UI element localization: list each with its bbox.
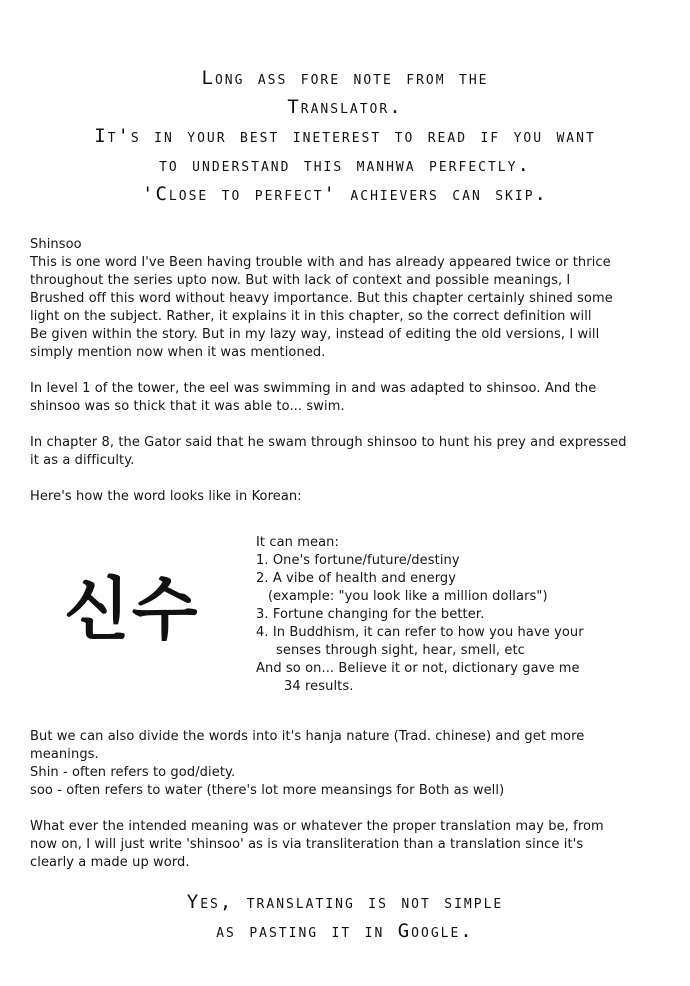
heading-line: 'Close to perfect' achievers can skip. [142, 183, 548, 205]
text-line: In chapter 8, the Gator said that he swam through shinsoo to hunt his prey and expressed [30, 435, 627, 450]
text-line: clearly a made up word. [30, 855, 190, 870]
text-line: simply mention now when it was mentioned. [30, 345, 326, 360]
meaning-continuation: senses through sight, hear, smell, etc [276, 643, 525, 658]
text-line: now on, I will just write 'shinsoo' as is via transliteration than a translation since it's [30, 837, 584, 852]
heading-line: to understand this manhwa perfectly. [159, 154, 531, 176]
bottom-heading [0, 888, 690, 946]
text-line: Brushed off this word without heavy importance. But this chapter certainly shined some [30, 291, 613, 306]
heading-line: Translator. [287, 96, 403, 118]
level1-paragraph [30, 380, 680, 416]
meaning-item: 2. A vibe of health and energy [256, 571, 457, 586]
text-line: Be given within the story. But in my lazy way, instead of editing the old versions, I will [30, 327, 600, 342]
text-line: In level 1 of the tower, the eel was swimming in and was adapted to shinsoo. And the [30, 381, 597, 396]
text-line: Here's how the word looks like in Korean: [30, 489, 302, 504]
intro-paragraph [30, 236, 680, 362]
text-line: soo - often refers to water (there's lot more meansings for Both as well) [30, 783, 505, 798]
korean-word: 신수 [64, 570, 200, 650]
top-heading [0, 64, 690, 209]
text-line: light on the subject. Rather, it explains it in this chapter, so the correct definition will [30, 309, 592, 324]
chapter8-paragraph [30, 434, 680, 470]
meaning-item: 3. Fortune changing for the better. [256, 607, 485, 622]
meaning-note: 34 results. [284, 679, 354, 694]
heading-line: as pasting it in Google. [216, 920, 474, 942]
hanja-paragraph [30, 728, 680, 800]
text-line: This is one word I've Been having trouble with and has already appeared twice or thrice [30, 255, 611, 270]
text-line: meanings. [30, 747, 99, 762]
text-line: shinsoo was so thick that it was able to... swim. [30, 399, 345, 414]
text-line: But we can also divide the words into it's hanja nature (Trad. chinese) and get more [30, 729, 585, 744]
korean-intro-paragraph [30, 488, 680, 506]
heading-line: Yes, translating is not simple [186, 891, 504, 913]
section-title: Shinsoo [30, 237, 82, 252]
heading-line: It's in your best ineterest to read if you want [94, 125, 596, 147]
text-line: throughout the series upto now. But with lack of context and possible meanings, I [30, 273, 571, 288]
heading-line: Long ass fore note from the [201, 67, 489, 89]
meaning-item: 4. In Buddhism, it can refer to how you have your [256, 625, 584, 640]
meanings-title: It can mean: [256, 535, 339, 550]
meaning-item: 1. One's fortune/future/destiny [256, 553, 460, 568]
text-line: Shin - often refers to god/diety. [30, 765, 236, 780]
meaning-note: And so on... Believe it or not, dictionary gave me [256, 661, 580, 676]
text-line: What ever the intended meaning was or whatever the proper translation may be, from [30, 819, 604, 834]
text-line: it as a difficulty. [30, 453, 135, 468]
meanings-list [256, 534, 676, 696]
conclusion-paragraph [30, 818, 680, 872]
meaning-example: (example: "you look like a million dollars") [268, 589, 548, 604]
